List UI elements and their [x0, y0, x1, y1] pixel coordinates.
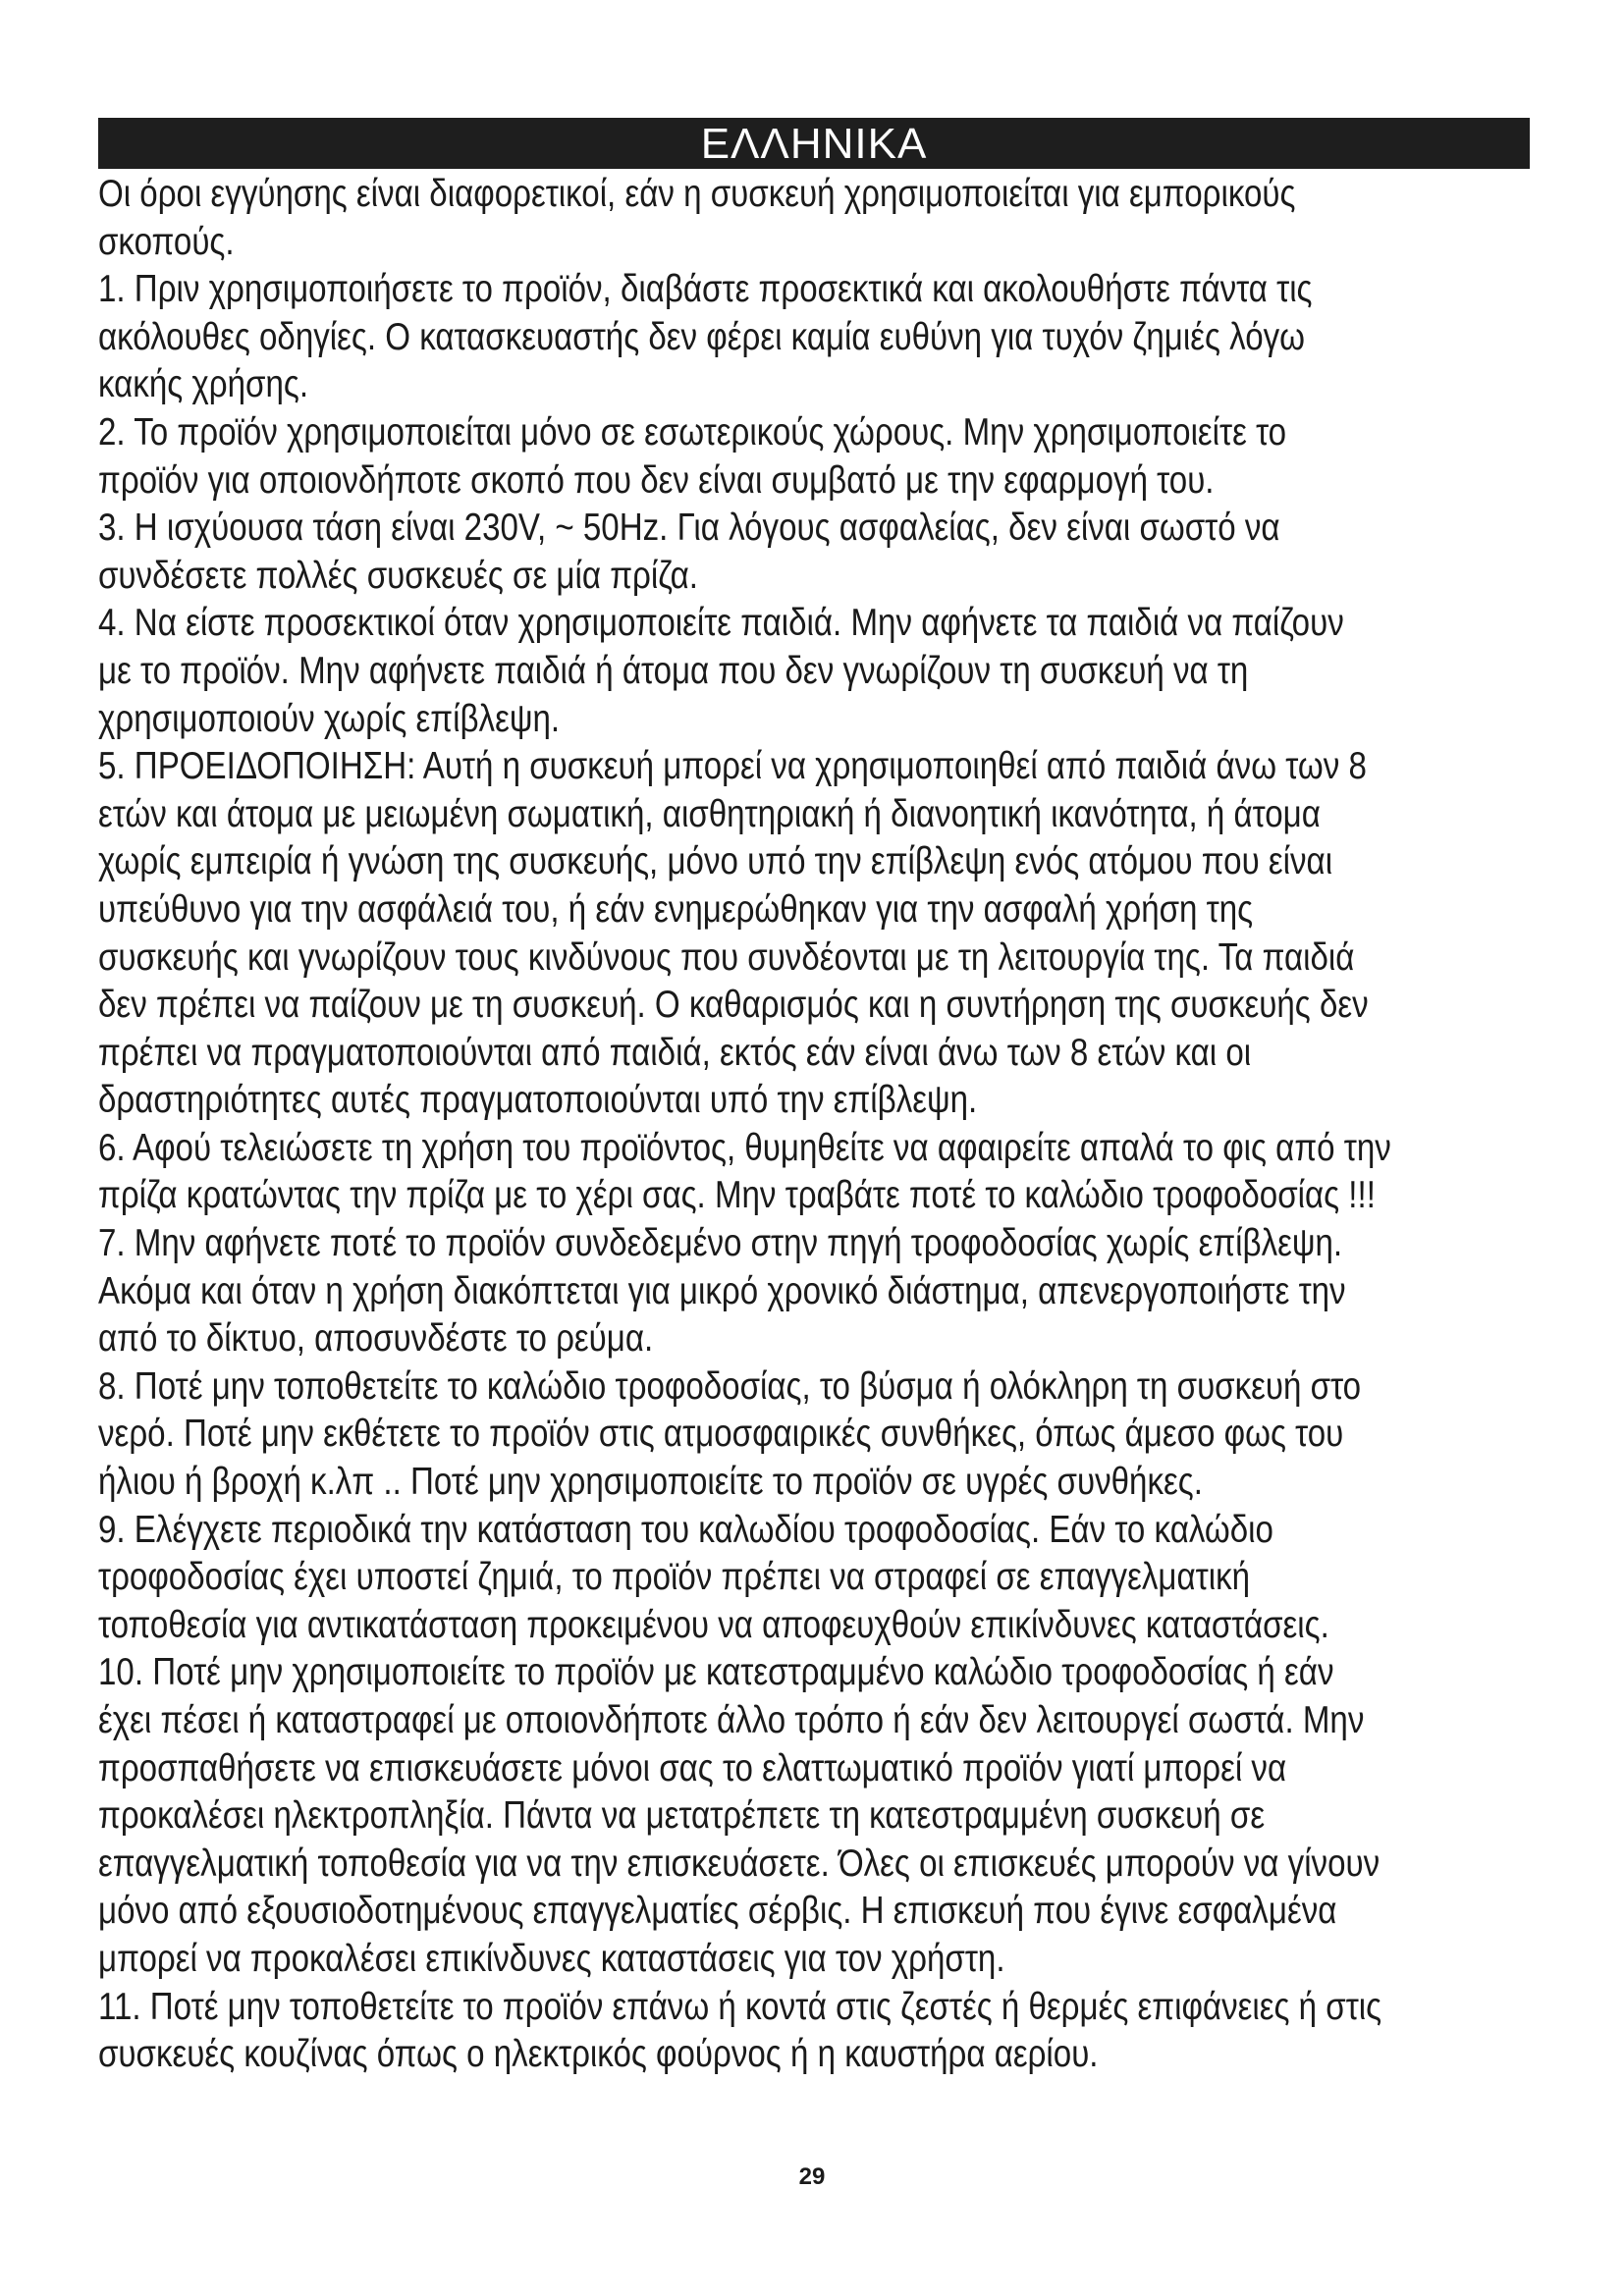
paragraph-5: [98, 743, 1530, 1125]
manual-page: [98, 118, 1530, 2079]
line: από το δίκτυο, αποσυνδέστε το ρεύμα.: [98, 1317, 654, 1361]
line: Οι όροι εγγύησης είναι διαφορετικοί, εάν η συσκευή χρησιμοποιείται για εμπορικούς: [98, 173, 1296, 215]
line: τροφοδοσίας έχει υποστεί ζημιά, το προϊόν πρέπει να στραφεί σε επαγγελματική: [98, 1556, 1251, 1599]
line: Ακόμα και όταν η χρήση διακόπτεται για μικρό χρονικό διάστημα, απενεργοποιήστε την: [98, 1269, 1346, 1312]
line: προϊόν για οποιονδήποτε σκοπό που δεν είναι συμβατό με την εφαρμογή του.: [98, 458, 1215, 502]
paragraph-4: [98, 600, 1530, 743]
line: κακής χρήσης.: [98, 363, 309, 406]
line: με το προϊόν. Μην αφήνετε παιδιά ή άτομα που δεν γνωρίζουν τη συσκευή να τη: [98, 649, 1249, 692]
page-number: 29: [798, 2163, 826, 2190]
line: χωρίς εμπειρία ή γνώση της συσκευής, μόνο υπό την επίβλεψη ενός ατόμου που είναι: [98, 840, 1333, 883]
line: 9. Ελέγχετε περιοδικά την κατάσταση του καλωδίου τροφοδοσίας. Εάν το καλώδιο: [98, 1508, 1273, 1551]
line: χρησιμοποιούν χωρίς επίβλεψη.: [98, 697, 561, 740]
line: πρέπει να πραγματοποιούνται από παιδιά, εκτός εάν είναι άνω των 8 ετών και οι: [98, 1031, 1252, 1074]
paragraph-1: [98, 266, 1530, 409]
paragraph-6: [98, 1125, 1530, 1220]
paragraph-9: [98, 1507, 1530, 1650]
line: υπεύθυνο για την ασφάλειά του, ή εάν ενημερώθηκαν για την ασφαλή χρήση της: [98, 887, 1254, 931]
line: προκαλέσει ηλεκτροπληξία. Πάντα να μετατρέπετε τη κατεστραμμένη συσκευή σε: [98, 1794, 1266, 1838]
line: συνδέσετε πολλές συσκευές σε μία πρίζα.: [98, 554, 698, 597]
line: 8. Ποτέ μην τοποθετείτε το καλώδιο τροφοδοσίας, το βύσμα ή ολόκληρη τη συσκευή στο: [98, 1364, 1362, 1408]
line: μόνο από εξουσιοδοτημένους επαγγελματίες σέρβις. Η επισκευή που έγινε εσφαλμένα: [98, 1890, 1337, 1933]
line: 5. ΠΡΟΕΙΔΟΠΟΙΗΣΗ: Αυτή η συσκευή μπορεί να χρησιμοποιηθεί από παιδιά άνω των 8: [98, 745, 1367, 788]
line: 11. Ποτέ μην τοποθετείτε το προϊόν επάνω ή κοντά στις ζεστές ή θερμές επιφάνειες ή στις: [98, 1985, 1382, 2028]
line: δραστηριότητες αυτές πραγματοποιούνται υπό την επίβλεψη.: [98, 1079, 978, 1122]
paragraph-7: [98, 1220, 1530, 1363]
line: 3. Η ισχύουσα τάση είναι 230V, ~ 50Hz. Για λόγους ασφαλείας, δεν είναι σωστό να: [98, 507, 1280, 550]
line: ακόλουθες οδηγίες. Ο κατασκευαστής δεν φέρει καμία ευθύνη για τυχόν ζημιές λόγω: [98, 315, 1306, 358]
paragraph-2: [98, 409, 1530, 505]
line: ετών και άτομα με μειωμένη σωματική, αισθητηριακή ή διανοητική ικανότητα, ή άτομα: [98, 792, 1321, 835]
line: 10. Ποτέ μην χρησιμοποιείτε το προϊόν με κατεστραμμένο καλώδιο τροφοδοσίας ή εάν: [98, 1651, 1334, 1694]
line: 4. Να είστε προσεκτικοί όταν χρησιμοποιείτε παιδιά. Μην αφήνετε τα παιδιά να παίζουν: [98, 602, 1344, 645]
line: ήλιου ή βροχή κ.λπ .. Ποτέ μην χρησιμοποιείτε το προϊόν σε υγρές συνθήκες.: [98, 1461, 1203, 1504]
paragraph-11: [98, 1984, 1530, 2079]
line: συσκευής και γνωρίζουν τους κινδύνους που συνδέονται με τη λειτουργία της. Τα παιδιά: [98, 935, 1355, 979]
safety-instructions: [98, 171, 1530, 2079]
line: πρίζα κρατώντας την πρίζα με το χέρι σας. Μην τραβάτε ποτέ το καλώδιο τροφοδοσίας !!!: [98, 1174, 1376, 1217]
line: προσπαθήσετε να επισκευάσετε μόνοι σας το ελαττωματικό προϊόν γιατί μπορεί να: [98, 1746, 1287, 1789]
paragraph-intro: [98, 171, 1530, 266]
line: τοποθεσία για αντικατάσταση προκειμένου να αποφευχθούν επικίνδυνες καταστάσεις.: [98, 1603, 1329, 1646]
line: 7. Μην αφήνετε ποτέ το προϊόν συνδεδεμένο στην πηγή τροφοδοσίας χωρίς επίβλεψη.: [98, 1222, 1343, 1265]
language-header: ΕΛΛΗΝΙΚΑ: [98, 118, 1530, 169]
line: έχει πέσει ή καταστραφεί με οποιονδήποτε άλλο τρόπο ή εάν δεν λειτουργεί σωστά. Μην: [98, 1699, 1365, 1741]
paragraph-3: [98, 505, 1530, 600]
paragraph-8: [98, 1363, 1530, 1507]
line: σκοπούς.: [98, 220, 235, 263]
paragraph-10: [98, 1649, 1530, 1983]
line: 2. Το προϊόν χρησιμοποιείται μόνο σε εσωτερικούς χώρους. Μην χρησιμοποιείτε το: [98, 410, 1287, 454]
line: νερό. Ποτέ μην εκθέτετε το προϊόν στις ατμοσφαιρικές συνθήκες, όπως άμεσο φως του: [98, 1413, 1344, 1456]
line: μπορεί να προκαλέσει επικίνδυνες καταστάσεις για τον χρήστη.: [98, 1937, 1005, 1980]
line: 1. Πριν χρησιμοποιήσετε το προϊόν, διαβάστε προσεκτικά και ακολουθήστε πάντα τις: [98, 268, 1313, 311]
line: επαγγελματική τοποθεσία για να την επισκευάσετε. Όλες οι επισκευές μπορούν να γίνουν: [98, 1842, 1380, 1885]
line: συσκευές κουζίνας όπως ο ηλεκτρικός φούρνος ή η καυστήρα αερίου.: [98, 2033, 1099, 2076]
line: δεν πρέπει να παίζουν με τη συσκευή. Ο καθαρισμός και η συντήρηση της συσκευής δεν: [98, 984, 1369, 1027]
line: 6. Αφού τελειώσετε τη χρήση του προϊόντος, θυμηθείτε να αφαιρείτε απαλά το φις από την: [98, 1126, 1391, 1169]
